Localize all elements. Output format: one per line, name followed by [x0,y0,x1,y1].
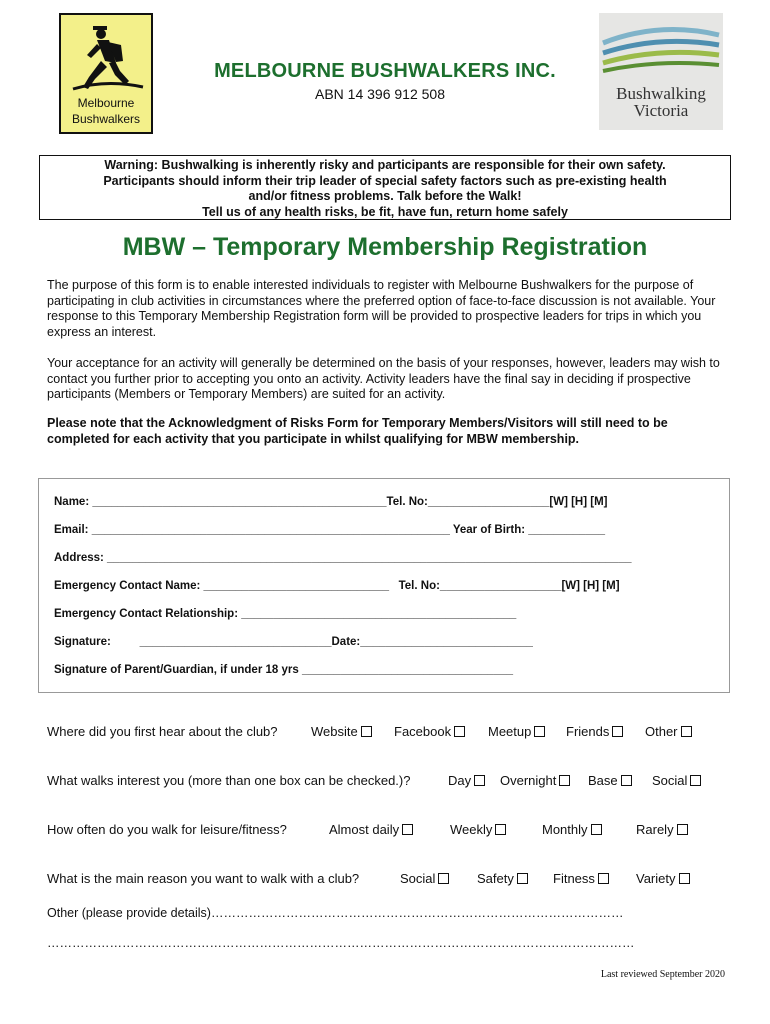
emergency-contact-field[interactable]: Emergency Contact Name: _____________________________ Tel. No:___________________[W] [H] [M] [54,580,620,592]
option-base[interactable]: Base [588,773,632,788]
option-weekly[interactable]: Weekly [450,822,506,837]
checkbox[interactable] [495,824,506,835]
warning-line: Tell us of any health risks, be fit, have fun, return home safely [202,204,568,219]
frequency-question: How often do you walk for leisure/fitness? [47,822,287,837]
abn-number: ABN 14 396 912 508 [315,86,445,102]
checkbox[interactable] [454,726,465,737]
option-social-reason[interactable]: Social [400,871,449,886]
safety-warning-box [39,155,731,220]
checkbox[interactable] [474,775,485,786]
other-details-line[interactable]: …………………………………………………………………………………………………………………………… [47,936,635,950]
checkbox[interactable] [559,775,570,786]
option-fitness[interactable]: Fitness [553,871,609,886]
option-meetup[interactable]: Meetup [488,724,545,739]
logo-text: Melbourne Bushwalkers [71,96,141,126]
checkbox[interactable] [677,824,688,835]
name-tel-field[interactable]: Name: ______________________________________________Tel. No:___________________[W] [H] [M] [54,496,608,508]
purpose-paragraph: The purpose of this form is to enable interested individuals to register with Melbourne Bushwalkers for the purpose of participating in club activities in circumstances where the preferred option of face-to-face discussion is not available. Your response to this Temporary Membership Registration form will be provided to prospective leaders for trips in which you express an interest. [47,278,716,339]
option-facebook[interactable]: Facebook [394,724,465,739]
option-friends[interactable]: Friends [566,724,623,739]
bushwalking-victoria-logo [599,13,723,130]
checkbox[interactable] [598,873,609,884]
checkbox[interactable] [402,824,413,835]
interest-question: What walks interest you (more than one box can be checked.)? [47,773,411,788]
emergency-relationship-field[interactable]: Emergency Contact Relationship: ___________________________________________ [54,608,517,620]
reason-question: What is the main reason you want to walk with a club? [47,871,360,886]
melbourne-bushwalkers-logo [59,13,153,134]
warning-line: and/or fitness problems. Talk before the Walk! [248,189,522,203]
option-safety[interactable]: Safety [477,871,528,886]
address-field[interactable]: Address: __________________________________________________________________________________ [54,552,632,564]
risk-form-note: Please note that the Acknowledgment of Risks Form for Temporary Members/Visitors will still need to be completed for each activity that you participate in whilst qualifying for MBW membership. [47,416,668,446]
option-other[interactable]: Other [645,724,692,739]
option-rarely[interactable]: Rarely [636,822,688,837]
checkbox[interactable] [591,824,602,835]
option-variety[interactable]: Variety [636,871,690,886]
hear-question: Where did you first hear about the club? [47,724,278,739]
checkbox[interactable] [621,775,632,786]
signature-date-field[interactable]: Signature: ______________________________Date:___________________________ [54,636,533,648]
checkbox[interactable] [534,726,545,737]
option-day[interactable]: Day [448,773,485,788]
checkbox[interactable] [438,873,449,884]
checkbox[interactable] [681,726,692,737]
warning-line: Warning: Bushwalking is inherently risky and participants are responsible for their own safety. [104,158,666,172]
other-details-line[interactable]: Other (please provide details)……………………………………………………………………………………… [47,906,624,920]
option-almost-daily[interactable]: Almost daily [329,822,413,837]
checkbox[interactable] [361,726,372,737]
form-title: MBW – Temporary Membership Registration [122,233,648,261]
checkbox[interactable] [690,775,701,786]
option-website[interactable]: Website [311,724,372,739]
guardian-signature-field[interactable]: Signature of Parent/Guardian, if under 18 yrs _________________________________ [54,664,514,676]
logo-text: Bushwalking Victoria [616,84,706,120]
last-reviewed-note: Last reviewed September 2020 [600,969,725,980]
checkbox[interactable] [612,726,623,737]
email-birth-field[interactable]: Email: ________________________________________________________ Year of Birth: ____________ [54,524,606,536]
option-social[interactable]: Social [652,773,701,788]
organisation-name: MELBOURNE BUSHWALKERS INC. [214,60,556,82]
bushwalking-victoria-swoosh-icon [599,13,723,83]
checkbox[interactable] [517,873,528,884]
option-monthly[interactable]: Monthly [542,822,602,837]
acceptance-paragraph: Your acceptance for an activity will generally be determined on the basis of your responses, however, leaders may wish to contact you further prior to accepting you onto an activity. Activity leaders have the final say in deciding if prospective participants (Members or Temporary Members) are suited for an activity. [47,356,720,401]
hiker-silhouette-icon [61,17,151,97]
option-overnight[interactable]: Overnight [500,773,570,788]
warning-line: Participants should inform their trip leader of special safety factors such as pre-existing health [103,173,667,188]
checkbox[interactable] [679,873,690,884]
